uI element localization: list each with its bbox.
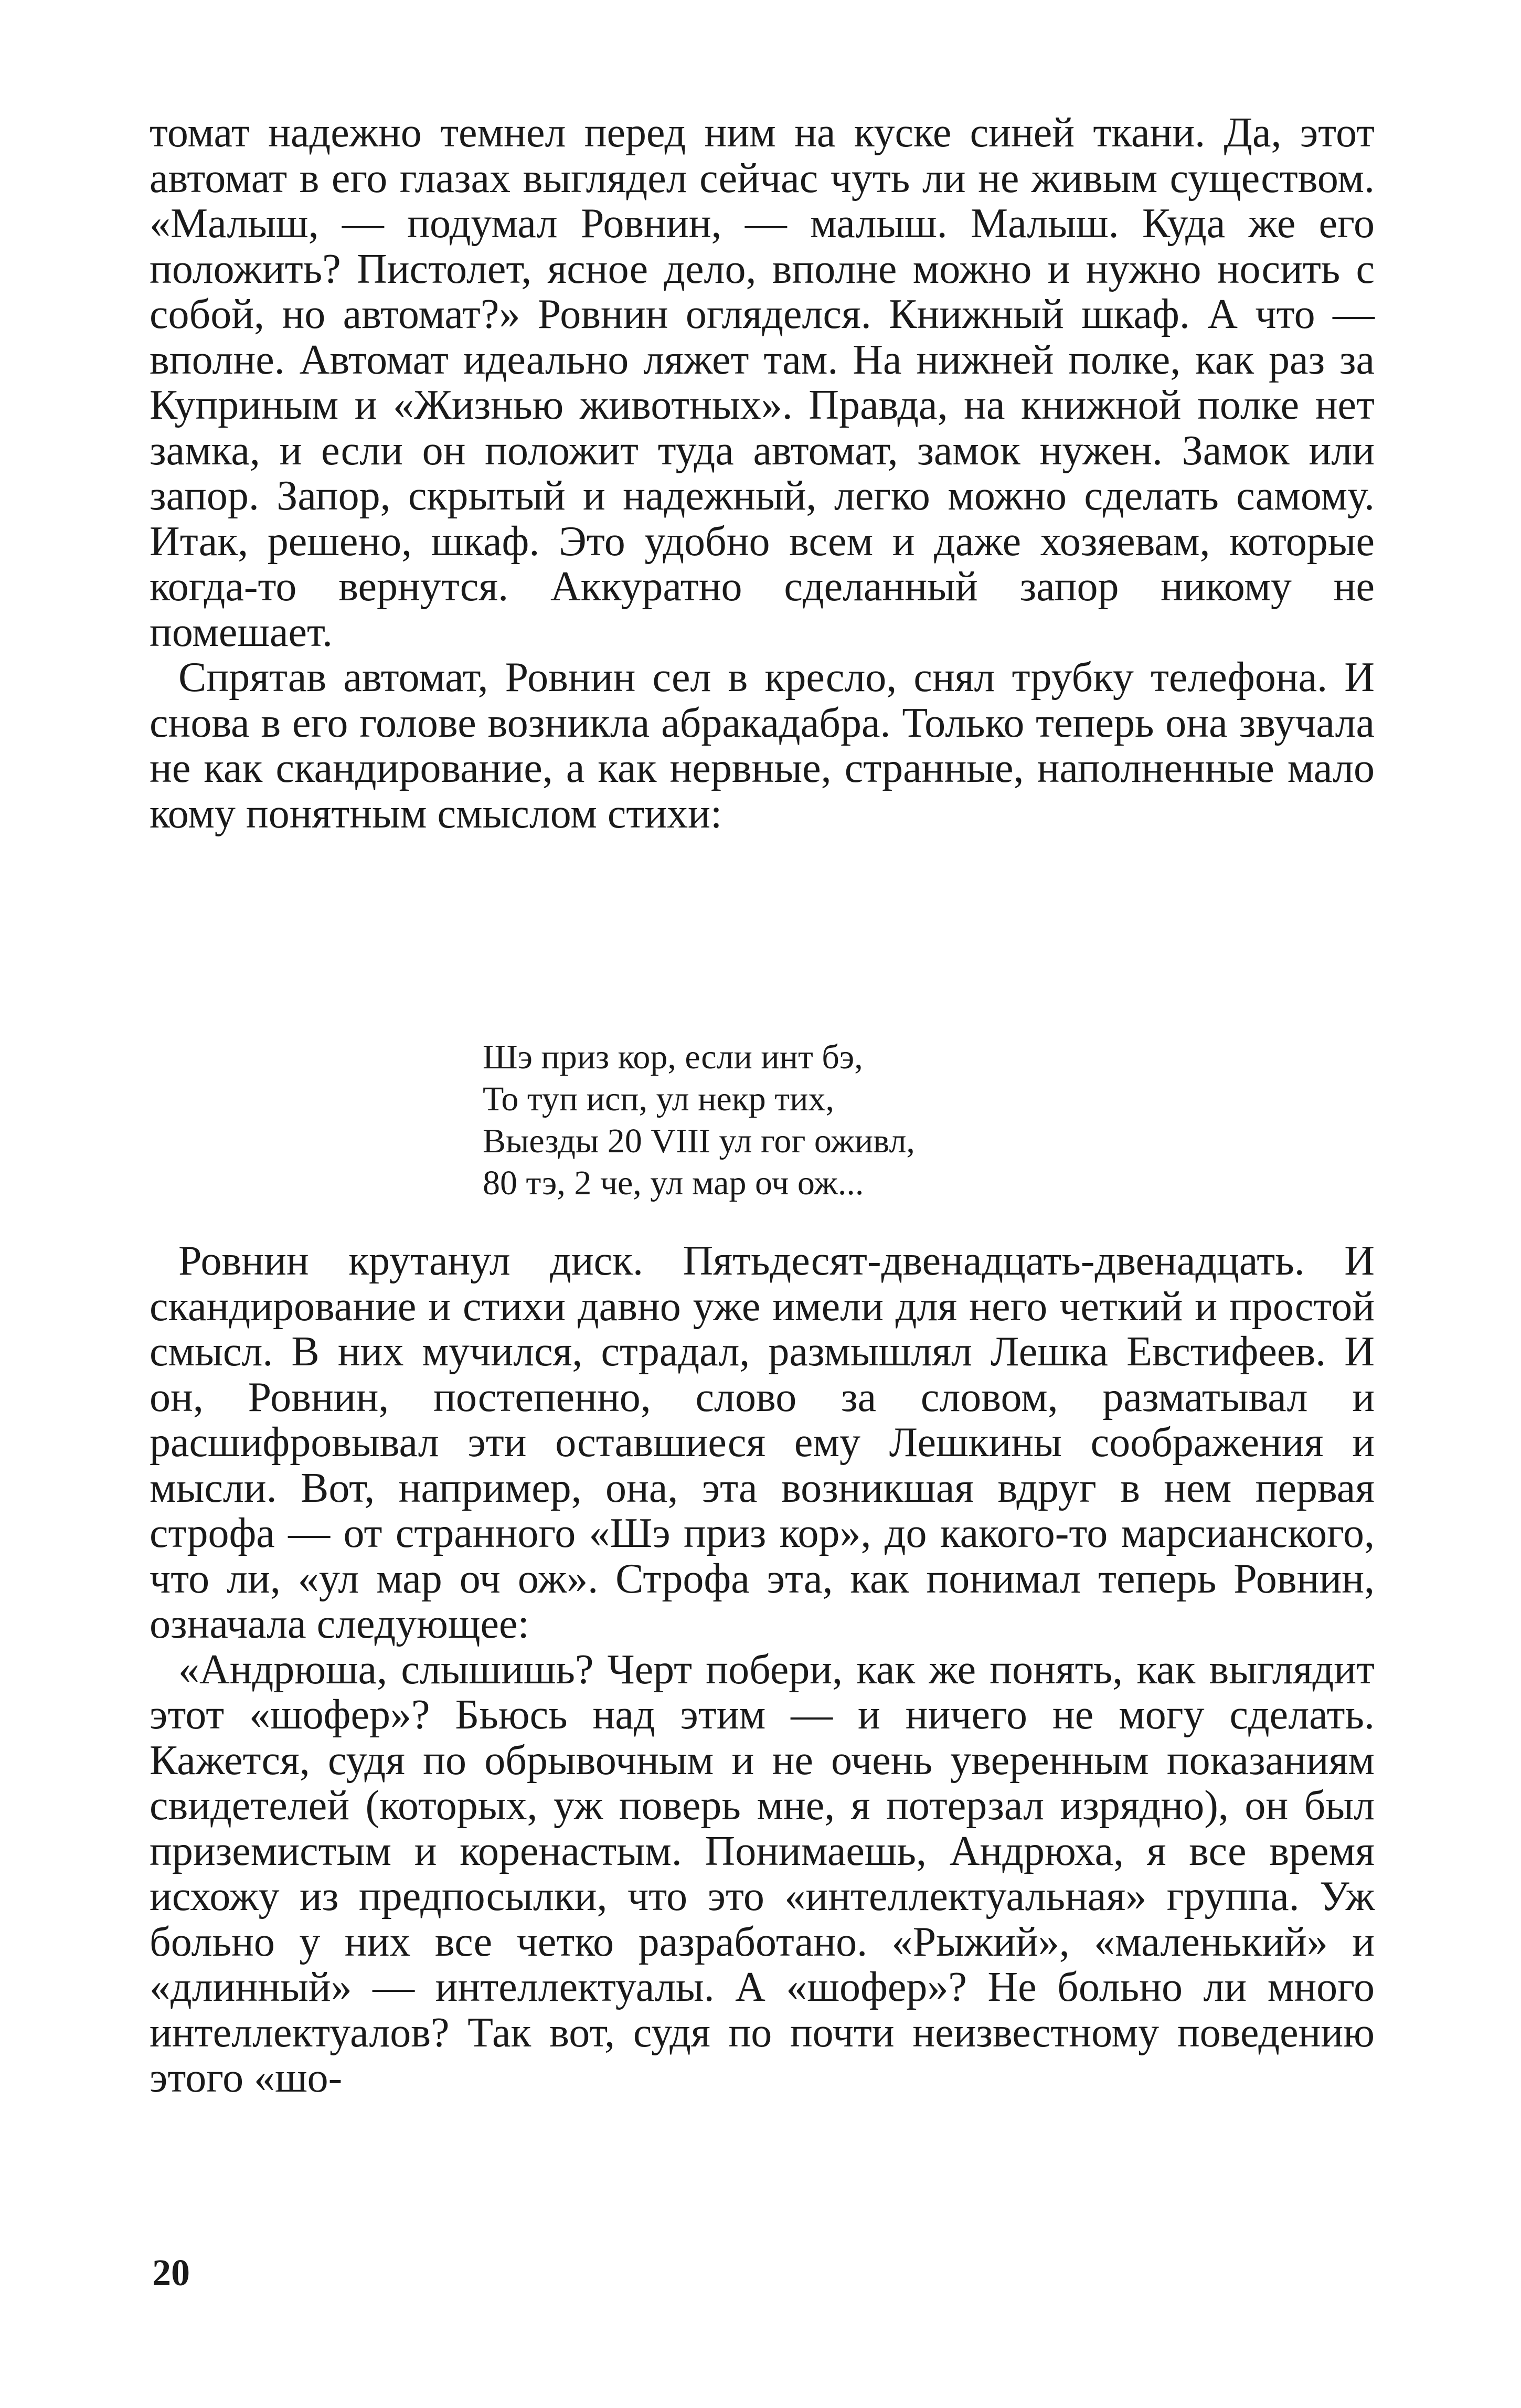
paragraph: «Андрюша, слышишь? Черт побери, как же понять, как выглядит этот «шофер»? Бьюсь над этим — и ничего не могу сделать. Кажется, судя по обрывочным и не очень уверенным показаниям свидетелей (которых, уж поверь мне, я потерзал изрядно), он был приземистым и коренастым. Понимаешь, Андрюха, я все время исхожу из предпосылки, что это «интеллектуальная» группа. Уж больно у них все четко разработано. «Рыжий», «маленький» и «длинный» — интеллектуалы. А «шофер»? Не больно ли много интеллектуалов? Так вот, судя по почти неизвестному поведению этого «шо-: [150, 1646, 1375, 2101]
poem-line: То туп исп, ул некр тих,: [483, 1080, 834, 1118]
text-block-bottom: [150, 1238, 1375, 2101]
poem-stanza: [483, 1036, 915, 1204]
poem-line: Шэ приз кор, если инт бэ,: [483, 1038, 863, 1076]
page-number: 20: [152, 2252, 190, 2294]
paragraph: Спрятав автомат, Ровнин сел в кресло, снял трубку телефона. И снова в его голове возникла абракадабра. Только теперь она звучала не как скандирование, а как нервные, странные, наполненные мало кому понятным смыслом стихи:: [150, 654, 1375, 837]
paragraph: Ровнин крутанул диск. Пятьдесят-двенадцать-двенадцать. И скандирование и стихи давно уже имели для него четкий и простой смысл. В них мучился, страдал, размышлял Лешка Евстифеев. И он, Ровнин, постепенно, слово за словом, разматывал и расшифровывал эти оставшиеся ему Лешкины соображения и мысли. Вот, например, она, эта возникшая вдруг в нем первая строфа — от странного «Шэ приз кор», до какого-то марсианского, что ли, «ул мар оч ож». Строфа эта, как понимал теперь Ровнин, означала следующее:: [150, 1238, 1375, 1647]
poem-line: Выезды 20 VIII ул гог оживл,: [483, 1122, 915, 1160]
paragraph-continuation: томат надежно темнел перед ним на куске синей ткани. Да, этот автомат в его глазах выглядел сейчас чуть ли не живым существом. «Малыш, — подумал Ровнин, — малыш. Малыш. Куда же его положить? Пистолет, ясное дело, вполне можно и нужно носить с собой, но автомат?» Ровнин огляделся. Книжный шкаф. А что — вполне. Автомат идеально ляжет там. На нижней полке, как раз за Куприным и «Жизнью животных». Правда, на книжной полке нет замка, и если он положит туда автомат, замок нужен. Замок или запор. Запор, скрытый и надежный, легко можно сделать самому. Итак, решено, шкаф. Это удобно всем и даже хозяевам, которые когда-то вернутся. Аккуратно сделанный запор никому не помешает.: [150, 110, 1375, 655]
poem-line: 80 тэ, 2 че, ул мар оч ож...: [483, 1164, 864, 1202]
text-block-top: [150, 110, 1375, 836]
